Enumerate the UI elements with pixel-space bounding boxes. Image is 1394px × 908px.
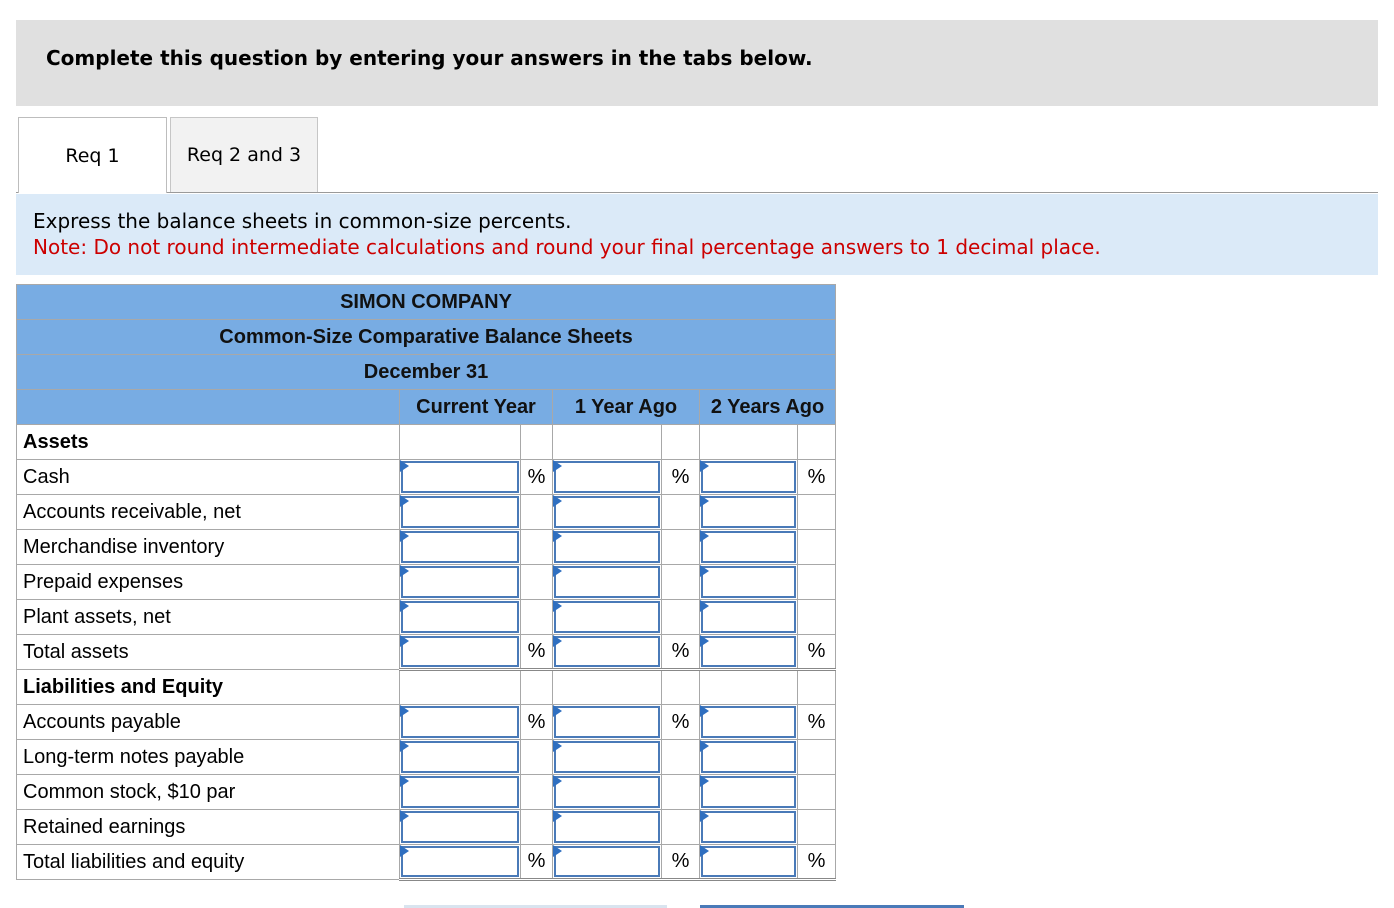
ap-current-year-percent-sign: % bbox=[521, 705, 553, 740]
table-row-retained bbox=[17, 810, 836, 845]
total_assets-2-years-ago-percent-sign: % bbox=[798, 635, 836, 670]
instructions-panel bbox=[16, 194, 1378, 275]
cell-marker-icon bbox=[400, 810, 409, 822]
ap-2-years-ago-percent-sign: % bbox=[798, 705, 836, 740]
cell-marker-icon bbox=[400, 600, 409, 612]
cell-marker-icon bbox=[400, 705, 409, 717]
tab-req-2-and-3[interactable] bbox=[170, 117, 318, 192]
cell-marker-icon bbox=[700, 565, 709, 577]
row-label-common: Common stock, $10 par bbox=[17, 775, 400, 810]
cell-marker-icon bbox=[553, 705, 562, 717]
section-label-liabilities: Liabilities and Equity bbox=[17, 670, 400, 705]
row-label-total_le: Total liabilities and equity bbox=[17, 845, 400, 880]
cell-marker-icon bbox=[553, 845, 562, 857]
cell-marker-icon bbox=[553, 740, 562, 752]
cell-marker-icon bbox=[553, 565, 562, 577]
cell-marker-icon bbox=[553, 460, 562, 472]
tab-divider bbox=[16, 192, 1378, 193]
row-label-prepaid: Prepaid expenses bbox=[17, 565, 400, 600]
cell-marker-icon bbox=[553, 600, 562, 612]
section-label-assets: Assets bbox=[17, 425, 400, 460]
table-row-total_le bbox=[17, 845, 836, 880]
banner-text: Complete this question by entering your answers in the tabs below. bbox=[46, 46, 813, 70]
cell-marker-icon bbox=[400, 530, 409, 542]
prepaid-2-years-ago-input[interactable] bbox=[701, 566, 796, 598]
common-current-year-input[interactable] bbox=[401, 776, 519, 808]
cell-marker-icon bbox=[400, 845, 409, 857]
inventory-current-year-input[interactable] bbox=[401, 531, 519, 563]
plant-current-year-input[interactable] bbox=[401, 601, 519, 633]
cash-2-years-ago-percent-sign: % bbox=[798, 460, 836, 495]
total_le-1-year-ago-percent-sign: % bbox=[662, 845, 700, 880]
col-header-2-years-ago: 2 Years Ago bbox=[700, 390, 836, 425]
cell-marker-icon bbox=[700, 460, 709, 472]
total_le-current-year-percent-sign: % bbox=[521, 845, 553, 880]
col-header-1-year-ago: 1 Year Ago bbox=[553, 390, 700, 425]
ar-2-years-ago-input[interactable] bbox=[701, 496, 796, 528]
cell-marker-icon bbox=[400, 495, 409, 507]
cell-marker-icon bbox=[400, 740, 409, 752]
total_assets-current-year-percent-sign: % bbox=[521, 635, 553, 670]
header-blank bbox=[17, 390, 400, 425]
question-banner bbox=[16, 20, 1378, 106]
cell-marker-icon bbox=[400, 460, 409, 472]
table-row-total_assets bbox=[17, 635, 836, 670]
retained-1-year-ago-input[interactable] bbox=[554, 811, 660, 843]
ar-current-year-input[interactable] bbox=[401, 496, 519, 528]
rows-liabilities bbox=[17, 705, 836, 880]
inventory-1-year-ago-input[interactable] bbox=[554, 531, 660, 563]
cash-2-years-ago-input[interactable] bbox=[701, 461, 796, 493]
ar-1-year-ago-input[interactable] bbox=[554, 496, 660, 528]
table-row-inventory bbox=[17, 530, 836, 565]
cell-marker-icon bbox=[553, 810, 562, 822]
table-row-common bbox=[17, 775, 836, 810]
statement-date: December 31 bbox=[17, 355, 836, 390]
common-1-year-ago-input[interactable] bbox=[554, 776, 660, 808]
cell-marker-icon bbox=[700, 810, 709, 822]
company-name: SIMON COMPANY bbox=[17, 285, 836, 320]
cell-marker-icon bbox=[700, 705, 709, 717]
ltnp-1-year-ago-input[interactable] bbox=[554, 741, 660, 773]
plant-1-year-ago-input[interactable] bbox=[554, 601, 660, 633]
cell-marker-icon bbox=[553, 530, 562, 542]
tab-req-1-label: Req 1 bbox=[65, 144, 120, 167]
cell-marker-icon bbox=[400, 635, 409, 647]
cell-marker-icon bbox=[700, 530, 709, 542]
tab-req-1[interactable] bbox=[18, 117, 167, 193]
cell-marker-icon bbox=[700, 635, 709, 647]
section-row-liabilities bbox=[17, 670, 836, 705]
ap-2-years-ago-input[interactable] bbox=[701, 706, 796, 738]
table-row-cash bbox=[17, 460, 836, 495]
row-label-ap: Accounts payable bbox=[17, 705, 400, 740]
table-row-prepaid bbox=[17, 565, 836, 600]
instructions-text: Express the balance sheets in common-size percents. bbox=[33, 209, 572, 233]
cell-marker-icon bbox=[700, 495, 709, 507]
common-2-years-ago-input[interactable] bbox=[701, 776, 796, 808]
row-label-ltnp: Long-term notes payable bbox=[17, 740, 400, 775]
cash-current-year-input[interactable] bbox=[401, 461, 519, 493]
retained-2-years-ago-input[interactable] bbox=[701, 811, 796, 843]
tab-req-2-and-3-label: Req 2 and 3 bbox=[186, 144, 302, 166]
total_le-current-year-input[interactable] bbox=[401, 846, 519, 877]
inventory-2-years-ago-input[interactable] bbox=[701, 531, 796, 563]
ap-1-year-ago-input[interactable] bbox=[554, 706, 660, 738]
cell-marker-icon bbox=[553, 495, 562, 507]
row-label-plant: Plant assets, net bbox=[17, 600, 400, 635]
cell-marker-icon bbox=[700, 775, 709, 787]
total_assets-current-year-input[interactable] bbox=[401, 636, 519, 667]
cash-1-year-ago-input[interactable] bbox=[554, 461, 660, 493]
statement-title: Common-Size Comparative Balance Sheets bbox=[17, 320, 836, 355]
table-row-ltnp bbox=[17, 740, 836, 775]
total_assets-1-year-ago-input[interactable] bbox=[554, 636, 660, 667]
row-label-ar: Accounts receivable, net bbox=[17, 495, 400, 530]
table-row-plant bbox=[17, 600, 836, 635]
col-header-current-year: Current Year bbox=[400, 390, 553, 425]
retained-current-year-input[interactable] bbox=[401, 811, 519, 843]
cell-marker-icon bbox=[700, 740, 709, 752]
cell-marker-icon bbox=[400, 775, 409, 787]
cell-marker-icon bbox=[700, 600, 709, 612]
cell-marker-icon bbox=[553, 635, 562, 647]
table-row-ar bbox=[17, 495, 836, 530]
total_le-1-year-ago-input[interactable] bbox=[554, 846, 660, 877]
row-label-inventory: Merchandise inventory bbox=[17, 530, 400, 565]
row-label-total_assets: Total assets bbox=[17, 635, 400, 670]
cell-marker-icon bbox=[400, 565, 409, 577]
row-label-retained: Retained earnings bbox=[17, 810, 400, 845]
total_assets-1-year-ago-percent-sign: % bbox=[662, 635, 700, 670]
cell-marker-icon bbox=[700, 845, 709, 857]
cell-marker-icon bbox=[553, 775, 562, 787]
ltnp-2-years-ago-input[interactable] bbox=[701, 741, 796, 773]
section-row-assets bbox=[17, 425, 836, 460]
total_le-2-years-ago-input[interactable] bbox=[701, 846, 796, 877]
balance-sheet-table bbox=[16, 284, 836, 881]
ap-current-year-input[interactable] bbox=[401, 706, 519, 738]
rows-assets bbox=[17, 460, 836, 670]
prepaid-current-year-input[interactable] bbox=[401, 566, 519, 598]
rounding-note: Note: Do not round intermediate calculations and round your final percentage answers to 1 decimal place. bbox=[33, 235, 1101, 259]
table-row-ap bbox=[17, 705, 836, 740]
plant-2-years-ago-input[interactable] bbox=[701, 601, 796, 633]
total_assets-2-years-ago-input[interactable] bbox=[701, 636, 796, 667]
total_le-2-years-ago-percent-sign: % bbox=[798, 845, 836, 880]
row-label-cash: Cash bbox=[17, 460, 400, 495]
cash-1-year-ago-percent-sign: % bbox=[662, 460, 700, 495]
prepaid-1-year-ago-input[interactable] bbox=[554, 566, 660, 598]
ltnp-current-year-input[interactable] bbox=[401, 741, 519, 773]
ap-1-year-ago-percent-sign: % bbox=[662, 705, 700, 740]
cash-current-year-percent-sign: % bbox=[521, 460, 553, 495]
